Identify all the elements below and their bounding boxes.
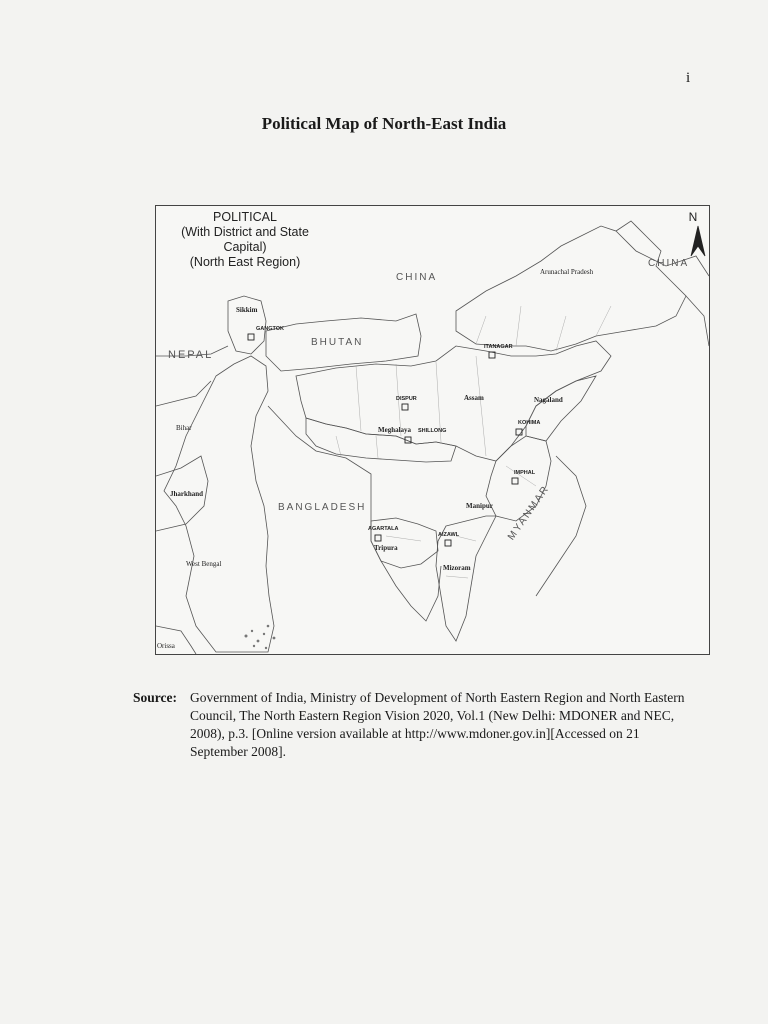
state-label-meghalaya: Meghalaya bbox=[378, 426, 412, 434]
political-map bbox=[155, 205, 710, 655]
north-arrow-icon bbox=[691, 226, 705, 256]
map-heading-line-1: POLITICAL bbox=[213, 210, 277, 224]
north-label: N bbox=[688, 210, 698, 224]
country-label-china: CHINA bbox=[396, 272, 438, 283]
capital-label-imphal: IMPHAL bbox=[514, 470, 536, 476]
map-heading bbox=[160, 210, 330, 270]
page-title: Political Map of North-East India bbox=[261, 114, 507, 133]
state-label-assam: Assam bbox=[464, 394, 484, 402]
capital-label-agartala: AGARTALA bbox=[368, 526, 399, 532]
state-label-mizoram: Mizoram bbox=[443, 564, 471, 572]
country-label-nepal: NEPAL bbox=[168, 349, 214, 361]
capital-label-kohima: KOHIMA bbox=[518, 420, 541, 426]
country-label-myanmar: MYANMAR bbox=[506, 483, 552, 543]
state-label-arunachal: Arunachal Pradesh bbox=[540, 268, 594, 276]
state-label-bihar: Bihar bbox=[176, 424, 192, 432]
capital-label-shillong: SHILLONG bbox=[418, 428, 447, 434]
capital-label-gangtok: GANGTOK bbox=[256, 326, 285, 332]
capital-label-aizawl: AIZAWL bbox=[438, 532, 460, 538]
map-heading-line-2: (With District and State Capital) bbox=[181, 225, 309, 254]
source-text: Government of India, Ministry of Development of North Eastern Region and North Eastern Council, The North Eastern Region Vision 2020, Vol.1 (New Delhi: MDONER and NEC, 2008), p.3. [Online version available at http://www.mdoner.gov.in][Accessed on 21 September 2008]. bbox=[190, 690, 685, 759]
country-label-bhutan: BHUTAN bbox=[311, 337, 364, 348]
source-label: Source: bbox=[133, 690, 177, 705]
state-label-sikkim: Sikkim bbox=[236, 306, 258, 314]
capital-label-dispur: DISPUR bbox=[396, 396, 417, 402]
state-label-orissa: Orissa bbox=[157, 642, 175, 650]
state-label-west-bengal: West Bengal bbox=[186, 560, 222, 568]
map-heading-line-3: (North East Region) bbox=[189, 255, 301, 269]
state-label-nagaland: Nagaland bbox=[534, 396, 563, 404]
country-label-bangladesh: BANGLADESH bbox=[278, 502, 367, 513]
state-label-tripura: Tripura bbox=[374, 544, 398, 552]
page-number: i bbox=[686, 70, 691, 86]
capital-label-itanagar: ITANAGAR bbox=[484, 344, 513, 350]
country-label-china: CHINA bbox=[648, 258, 690, 269]
state-label-manipur: Manipur bbox=[466, 502, 493, 510]
state-label-jharkhand: Jharkhand bbox=[170, 490, 204, 498]
